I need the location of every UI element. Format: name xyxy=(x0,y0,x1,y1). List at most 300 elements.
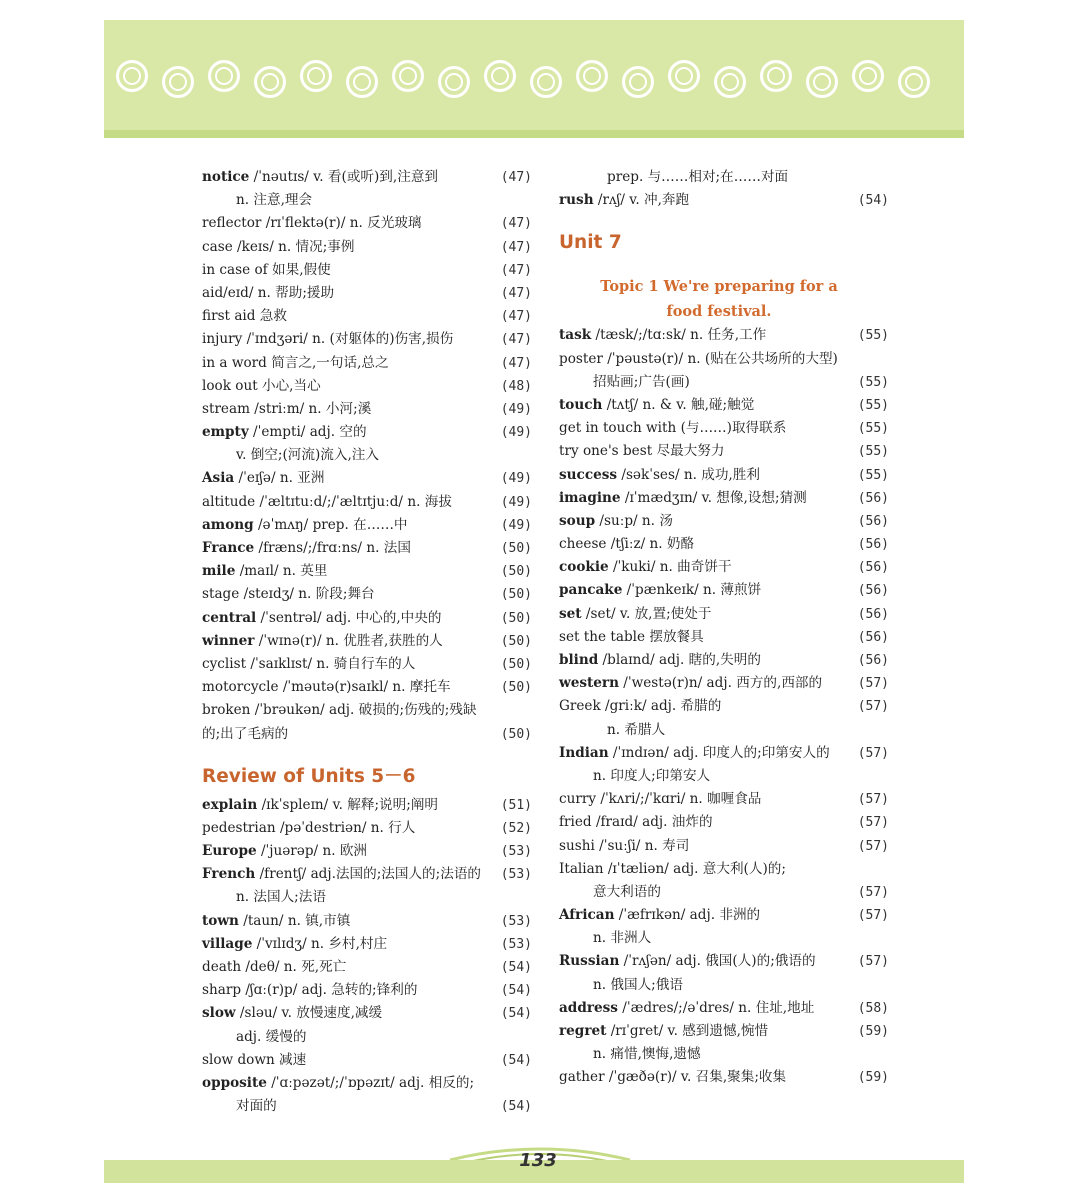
page-ref: (47) xyxy=(500,285,532,301)
headword: Europe xyxy=(202,843,257,860)
vocab-continuation xyxy=(202,886,532,909)
entry-definition: slow down 减速 xyxy=(202,1051,307,1068)
entry-definition: /maɪl/ n. 英里 xyxy=(235,563,328,580)
entry-definition: get in touch with (与……)取得联系 xyxy=(559,420,787,437)
entry-text xyxy=(202,653,415,676)
entry-text xyxy=(559,695,721,718)
ring-icon xyxy=(622,66,654,98)
vocab-entry xyxy=(202,676,532,699)
entry-definition: /ˈempti/ adj. 空的 xyxy=(248,424,367,441)
vocab-entry xyxy=(202,607,532,630)
entry-text xyxy=(202,723,288,746)
entry-definition: /tæsk/;/tɑːsk/ n. 任务,工作 xyxy=(591,327,767,344)
vocab-entry xyxy=(202,491,532,514)
vocab-continuation xyxy=(559,927,889,950)
vocab-entry xyxy=(559,858,889,881)
page-ref: (55) xyxy=(857,444,889,460)
entry-text xyxy=(202,979,417,1002)
page-ref: (54) xyxy=(500,983,532,999)
vocab-entry xyxy=(559,788,889,811)
entry-text xyxy=(202,375,321,398)
entry-text xyxy=(202,1002,382,1025)
headword: French xyxy=(202,866,256,883)
ring-icon xyxy=(760,60,792,92)
vocab-entry xyxy=(559,695,889,718)
headword: task xyxy=(559,327,592,344)
entry-definition: cheese /tʃiːz/ n. 奶酪 xyxy=(559,536,695,553)
entry-text xyxy=(202,607,441,630)
entry-text xyxy=(202,560,327,583)
section-title: Unit 7 xyxy=(559,232,622,254)
ring-decoration xyxy=(104,58,964,108)
headword: address xyxy=(559,999,618,1016)
entry-definition: /ˈrʌʃən/ adj. 俄国(人)的;俄语的 xyxy=(619,953,816,970)
vocab-entry xyxy=(559,672,889,695)
vocab-entry xyxy=(202,910,532,933)
entry-text xyxy=(202,305,287,328)
entry-definition: /rɪˈgret/ v. 感到遗憾,惋惜 xyxy=(606,1023,769,1039)
vocab-entry xyxy=(202,467,532,490)
page-ref: (49) xyxy=(500,471,532,487)
vocab-entry xyxy=(202,933,532,956)
headword: blind xyxy=(559,652,599,668)
continuation-text: prep. 与……相对;在……对面 xyxy=(607,169,789,185)
entry-text xyxy=(559,788,761,811)
entry-text xyxy=(202,166,438,189)
vocab-continuation xyxy=(202,189,532,212)
ring-icon xyxy=(898,66,930,98)
page-ref: (57) xyxy=(857,954,889,970)
entry-definition: /sləu/ v. 放慢速度,减缓 xyxy=(235,1005,383,1022)
vocab-entry xyxy=(202,817,532,840)
entry-text xyxy=(202,421,367,444)
vocab-continuation xyxy=(202,1095,532,1118)
vocab-entry xyxy=(202,421,532,444)
entry-text xyxy=(202,630,443,653)
entry-definition: /ˈeɪʃə/ n. 亚洲 xyxy=(234,470,325,487)
page-ref: (56) xyxy=(857,583,889,599)
entry-definition: in a word 简言之,一句话,总之 xyxy=(202,354,389,371)
vocab-entry xyxy=(202,375,532,398)
vocab-continuation xyxy=(202,444,532,467)
entry-text xyxy=(202,933,387,956)
entry-definition: altitude /ˈæltɪtuːd/;/ˈæltɪtjuːd/ n. 海拔 xyxy=(202,493,452,510)
headword: notice xyxy=(202,169,250,185)
vocab-entry xyxy=(559,556,889,579)
entry-definition: /ˈpænkeɪk/ n. 薄煎饼 xyxy=(622,582,762,599)
vocab-entry xyxy=(202,840,532,863)
vocab-continuation xyxy=(559,719,889,742)
vocab-entry xyxy=(559,835,889,858)
ring-icon xyxy=(530,66,562,98)
vocab-continuation xyxy=(559,166,889,189)
page-ref: (50) xyxy=(500,610,532,626)
page-ref: (54) xyxy=(500,1052,532,1068)
headword: soup xyxy=(559,512,596,529)
entry-text xyxy=(202,840,367,863)
entry-text xyxy=(559,440,724,463)
headword: African xyxy=(559,907,615,924)
page-ref: (57) xyxy=(857,699,889,715)
entry-definition: /ˈwɪnə(r)/ n. 优胜者,获胜的人 xyxy=(254,632,443,649)
spacer xyxy=(202,746,532,760)
vocab-entry xyxy=(559,417,889,440)
page-ref: (50) xyxy=(500,633,532,649)
page-ref: (54) xyxy=(500,960,532,975)
page-ref: (57) xyxy=(857,838,889,854)
continuation-text: 对面的 xyxy=(236,1098,277,1115)
page-ref: (47) xyxy=(500,216,532,232)
page-ref: (57) xyxy=(857,792,889,808)
vocab-entry xyxy=(559,510,889,533)
entry-text xyxy=(559,556,732,579)
entry-definition: /rʌʃ/ v. 冲,奔跑 xyxy=(593,192,690,209)
entry-text xyxy=(202,212,422,235)
entry-text xyxy=(202,282,334,305)
entry-definition: /blaɪnd/ adj. 瞎的,失明的 xyxy=(598,652,761,668)
page-ref: (56) xyxy=(857,490,889,506)
entry-text xyxy=(559,672,822,695)
page-ref: (57) xyxy=(857,908,889,924)
vocab-entry xyxy=(559,1020,889,1043)
entry-definition: /əˈmʌŋ/ prep. 在……中 xyxy=(253,516,408,533)
vocab-entry xyxy=(202,653,532,676)
vocab-entry xyxy=(202,699,532,722)
page-ref: (57) xyxy=(857,676,889,692)
vocab-column-right xyxy=(559,166,889,1090)
headword: success xyxy=(559,466,618,483)
entry-text xyxy=(559,348,838,371)
vocab-entry xyxy=(202,398,532,421)
page-ref: (55) xyxy=(857,421,889,437)
page-ref: (52) xyxy=(500,820,532,836)
ring-icon xyxy=(346,66,378,98)
continuation-text: n. 希腊人 xyxy=(607,721,666,738)
vocab-entry xyxy=(559,649,889,672)
entry-definition: /səkˈses/ n. 成功,胜利 xyxy=(617,466,760,483)
vocab-entry xyxy=(559,997,889,1020)
vocab-entry xyxy=(559,487,889,510)
headword: central xyxy=(202,609,257,626)
entry-text xyxy=(559,417,786,440)
page-ref: (49) xyxy=(500,425,532,441)
headword: village xyxy=(202,935,253,952)
page-ref: (55) xyxy=(857,467,889,483)
entry-definition: /tʌtʃ/ n. & v. 触,碰;触觉 xyxy=(602,396,755,413)
entry-definition: /taun/ n. 镇,市镇 xyxy=(238,912,351,929)
entry-text xyxy=(559,579,761,602)
page-ref: (47) xyxy=(500,239,532,255)
page-number: 133 xyxy=(519,1150,557,1171)
entry-definition: Greek /griːk/ adj. 希腊的 xyxy=(559,698,722,715)
entry-definition: cyclist /ˈsaɪklɪst/ n. 骑自行车的人 xyxy=(202,655,416,672)
page-ref: (59) xyxy=(857,1024,889,1039)
entry-definition: stream /striːm/ n. 小河;溪 xyxy=(202,400,372,417)
entry-text xyxy=(559,394,754,417)
entry-definition: case /keɪs/ n. 情况;事例 xyxy=(202,238,355,255)
vocab-entry xyxy=(202,537,532,560)
headword: winner xyxy=(202,632,255,649)
entry-definition: death /deθ/ n. 死,死亡 xyxy=(202,959,347,975)
headword: set xyxy=(559,605,582,622)
continuation-text: n. 俄国人;俄语 xyxy=(593,976,683,993)
headword: regret xyxy=(559,1023,607,1039)
vocab-entry xyxy=(559,464,889,487)
page-ref: (54) xyxy=(857,193,889,209)
ring-icon xyxy=(806,66,838,98)
section-title: Review of Units 5－6 xyxy=(202,765,416,787)
entry-text xyxy=(559,324,766,347)
page-ref: (53) xyxy=(500,844,532,860)
continuation-text: n. 印度人;印第安人 xyxy=(593,767,711,784)
entry-definition: /fræns/;/frɑːns/ n. 法国 xyxy=(254,540,411,556)
vocab-entry xyxy=(559,904,889,927)
page-ref: (49) xyxy=(500,517,532,533)
vocab-entry xyxy=(202,166,532,189)
entry-text xyxy=(202,352,389,375)
entry-definition: /ˈwestə(r)n/ adj. 西方的,西部的 xyxy=(618,675,823,692)
page-ref: (55) xyxy=(857,374,889,390)
entry-text xyxy=(202,794,438,817)
vocab-column-left xyxy=(202,166,532,1118)
entry-text xyxy=(559,464,760,487)
entry-text xyxy=(202,537,411,560)
continuation-text: 意大利语的 xyxy=(593,883,661,900)
headword: France xyxy=(202,540,255,556)
entry-definition: /set/ v. 放,置;使处于 xyxy=(581,605,712,622)
entry-text xyxy=(559,189,689,212)
ring-icon xyxy=(438,66,470,98)
ring-icon xyxy=(392,60,424,92)
page-ref: (51) xyxy=(500,797,532,813)
page-header-banner xyxy=(104,20,964,138)
entry-text xyxy=(202,910,350,933)
headword: cookie xyxy=(559,559,609,576)
entry-definition: /ˈɑːpəzət/;/ˈɒpəzɪt/ adj. 相反的; xyxy=(266,1074,475,1091)
entry-text xyxy=(202,328,453,351)
page-ref: (49) xyxy=(500,494,532,510)
vocab-entry xyxy=(202,956,532,979)
vocab-entry xyxy=(202,1049,532,1072)
page-ref: (50) xyxy=(500,587,532,603)
vocab-continuation xyxy=(559,881,889,904)
entry-definition: /frentʃ/ adj.法国的;法国人的;法语的 xyxy=(255,866,482,883)
vocab-entry xyxy=(202,352,532,375)
entry-text xyxy=(202,398,371,421)
entry-definition: /ˈjuərəp/ n. 欧洲 xyxy=(256,843,368,860)
page-ref: (47) xyxy=(500,262,532,278)
entry-definition: reflector /rɪˈflektə(r)/ n. 反光玻璃 xyxy=(202,215,422,232)
entry-definition: /ɪˈmædʒɪn/ v. 想像,设想;猜测 xyxy=(620,489,807,506)
page-ref: (58) xyxy=(857,1000,889,1016)
entry-text xyxy=(559,950,816,973)
headword: touch xyxy=(559,396,603,413)
entry-definition: /ˈnəutɪs/ v. 看(或听)到,注意到 xyxy=(249,169,438,185)
page-ref: (54) xyxy=(500,1006,532,1022)
headword: western xyxy=(559,675,619,692)
page-ref: (50) xyxy=(500,656,532,672)
entry-text xyxy=(559,603,711,626)
entry-text xyxy=(559,904,760,927)
vocab-continuation xyxy=(559,1043,889,1066)
page-ref: (56) xyxy=(857,606,889,622)
entry-text xyxy=(202,259,331,282)
entry-text xyxy=(559,997,814,1020)
continuation-text: n. 法国人;法语 xyxy=(236,889,326,906)
entry-text xyxy=(559,626,704,649)
page-ref: (47) xyxy=(500,355,532,371)
vocab-entry xyxy=(202,236,532,259)
header-band xyxy=(104,130,964,138)
page-ref: (49) xyxy=(500,401,532,417)
entry-text xyxy=(202,491,452,514)
vocab-entry xyxy=(559,811,889,834)
entry-text xyxy=(559,1020,768,1043)
headword: among xyxy=(202,516,254,533)
headword: town xyxy=(202,912,239,929)
entry-text xyxy=(202,863,481,886)
vocab-entry xyxy=(202,794,532,817)
ring-icon xyxy=(162,66,194,98)
vocab-entry xyxy=(202,328,532,351)
headword: Russian xyxy=(559,953,620,970)
vocab-entry xyxy=(559,348,889,371)
page-ref: (48) xyxy=(500,378,532,394)
continuation-text: n. 非洲人 xyxy=(593,930,652,947)
entry-text xyxy=(202,1049,306,1072)
headword: rush xyxy=(559,192,594,209)
headword: mile xyxy=(202,563,236,580)
entry-text xyxy=(559,533,694,556)
page-ref: (59) xyxy=(857,1070,889,1086)
vocab-continuation xyxy=(559,765,889,788)
vocab-continuation xyxy=(202,1026,532,1049)
vocab-entry xyxy=(202,560,532,583)
entry-definition: gather /ˈgæðə(r)/ v. 召集,聚集;收集 xyxy=(559,1069,787,1086)
headword: opposite xyxy=(202,1074,267,1091)
spacer xyxy=(559,260,889,274)
entry-definition: injury /ˈɪndʒəri/ n. (对躯体的)伤害,损伤 xyxy=(202,331,454,348)
topic-title: Topic 1 We're preparing for a xyxy=(600,278,838,296)
entry-definition: look out 小心,当心 xyxy=(202,377,321,394)
continuation-text: v. 倒空;(河流)流入,注入 xyxy=(236,447,379,464)
entry-text xyxy=(559,858,786,881)
ring-icon xyxy=(116,60,148,92)
page-ref: (53) xyxy=(500,867,532,883)
vocab-entry xyxy=(559,742,889,765)
entry-definition: curry /ˈkʌri/;/ˈkɑri/ n. 咖喱食品 xyxy=(559,791,762,808)
page-ref: (50) xyxy=(500,564,532,580)
vocab-entry xyxy=(559,394,889,417)
page-ref: (57) xyxy=(857,745,889,761)
headword: explain xyxy=(202,796,258,813)
page-ref: (57) xyxy=(857,815,889,831)
continuation-text: adj. 缓慢的 xyxy=(236,1028,307,1045)
vocab-continuation xyxy=(559,371,889,394)
vocab-entry xyxy=(559,1066,889,1089)
entry-text xyxy=(559,742,830,765)
vocab-entry xyxy=(559,950,889,973)
entry-definition: pedestrian /pəˈdestriən/ n. 行人 xyxy=(202,819,416,836)
entry-definition: /suːp/ n. 汤 xyxy=(595,512,673,529)
vocab-entry xyxy=(559,440,889,463)
vocab-entry xyxy=(202,723,532,746)
vocab-entry xyxy=(559,626,889,649)
ring-icon xyxy=(208,60,240,92)
entry-definition: sushi /ˈsuːʃi/ n. 寿司 xyxy=(559,837,690,854)
entry-text xyxy=(559,811,713,834)
page-ref: (56) xyxy=(857,513,889,529)
vocab-entry xyxy=(202,1072,532,1095)
entry-text xyxy=(202,956,346,979)
page-ref: (50) xyxy=(500,541,532,556)
entry-text xyxy=(202,699,477,722)
headword: empty xyxy=(202,424,249,441)
entry-definition: Italian /ɪˈtæliən/ adj. 意大利(人)的; xyxy=(559,860,786,877)
entry-text xyxy=(559,1066,786,1089)
continuation-text: n. 痛惜,懊悔,遗憾 xyxy=(593,1046,701,1063)
vocab-continuation xyxy=(559,974,889,997)
page-ref: (47) xyxy=(500,170,532,185)
page-ref: (54) xyxy=(500,1099,532,1115)
spacer xyxy=(559,212,889,226)
page-ref: (56) xyxy=(857,629,889,645)
entry-text xyxy=(202,1072,474,1095)
ring-icon xyxy=(300,60,332,92)
entry-definition: sharp /ʃɑː(r)p/ adj. 急转的;锋利的 xyxy=(202,982,418,999)
vocab-entry xyxy=(559,189,889,212)
ring-icon xyxy=(714,66,746,98)
entry-definition: /ˈɪndɪən/ adj. 印度人的;印第安人的 xyxy=(608,744,830,761)
vocab-entry xyxy=(202,514,532,537)
entry-definition: /ˈæfrɪkən/ adj. 非洲的 xyxy=(614,907,761,924)
vocab-entry xyxy=(559,533,889,556)
entry-definition: /ˈædres/;/əˈdres/ n. 住址,地址 xyxy=(617,999,815,1016)
vocab-entry xyxy=(202,305,532,328)
ring-icon xyxy=(668,60,700,92)
vocab-entry xyxy=(202,1002,532,1025)
page-ref: (53) xyxy=(500,936,532,952)
headword: Asia xyxy=(202,470,235,487)
page-ref: (53) xyxy=(500,913,532,929)
entry-definition: fried /fraɪd/ adj. 油炸的 xyxy=(559,814,713,831)
entry-definition: try one's best 尽最大努力 xyxy=(559,443,725,460)
entry-text xyxy=(202,817,415,840)
continuation-text: 招贴画;广告(画) xyxy=(593,373,690,390)
entry-definition: /ˈsentrəl/ adj. 中心的,中央的 xyxy=(256,609,442,626)
entry-definition: aid/eɪd/ n. 帮助;援助 xyxy=(202,284,335,301)
topic-title: food festival. xyxy=(666,303,772,321)
entry-definition: /ˈkuki/ n. 曲奇饼干 xyxy=(608,559,732,576)
vocab-entry xyxy=(202,863,532,886)
headword: Indian xyxy=(559,744,609,761)
ring-icon xyxy=(484,60,516,92)
vocab-entry xyxy=(202,212,532,235)
page-ref: (55) xyxy=(857,328,889,344)
entry-text xyxy=(202,514,408,537)
entry-definition: stage /steɪdʒ/ n. 阶段;舞台 xyxy=(202,586,375,603)
vocab-entry xyxy=(202,259,532,282)
page-ref: (55) xyxy=(857,397,889,413)
headword: imagine xyxy=(559,489,621,506)
entry-definition: in case of 如果,假使 xyxy=(202,261,331,278)
ring-icon xyxy=(576,60,608,92)
vocab-entry xyxy=(559,579,889,602)
ring-icon xyxy=(852,60,884,92)
vocab-entry xyxy=(202,583,532,606)
entry-text xyxy=(559,835,689,858)
entry-text xyxy=(202,467,324,490)
